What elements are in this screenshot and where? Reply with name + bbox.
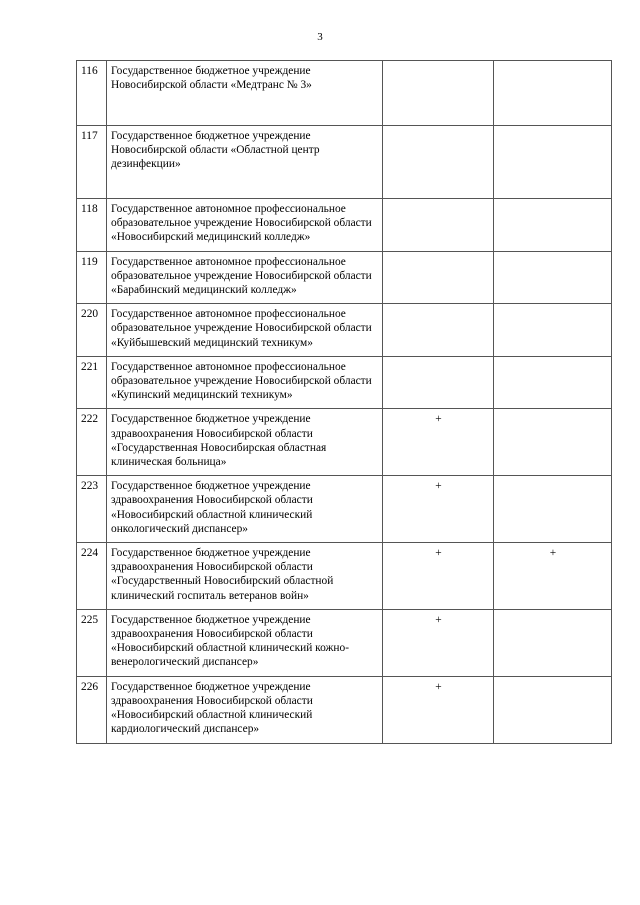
table-row [77,304,612,357]
row-number: 226 [77,676,107,743]
mark-column-2 [494,199,612,252]
row-number: 119 [77,251,107,304]
institution-name: Государственное автономное профессиональное образовательное учреждение Новосибирской области «Куйбышевский медицинский техникум» [107,304,383,357]
mark-column-1: + [383,543,494,610]
table-row [77,61,612,126]
mark-column-2 [494,251,612,304]
row-number: 117 [77,126,107,199]
mark-column-1: + [383,476,494,543]
institutions-table [76,60,612,744]
table-row [77,356,612,409]
mark-column-1 [383,251,494,304]
mark-column-2 [494,61,612,126]
row-number: 224 [77,543,107,610]
page-number: 3 [317,31,323,43]
institution-name: Государственное автономное профессиональное образовательное учреждение Новосибирской области «Новосибирский медицинский колледж» [107,199,383,252]
table-row [77,609,612,676]
row-number: 118 [77,199,107,252]
mark-column-1: + [383,676,494,743]
mark-column-1 [383,126,494,199]
mark-column-2 [494,304,612,357]
mark-column-1: + [383,409,494,476]
table-row [77,476,612,543]
table-row [77,251,612,304]
institution-name: Государственное бюджетное учреждение Новосибирской области «Медтранс № 3» [107,61,383,126]
institution-name: Государственное бюджетное учреждение здравоохранения Новосибирской области «Новосибирский областной клинический кардиологический диспансер» [107,676,383,743]
mark-column-1 [383,61,494,126]
mark-column-1 [383,304,494,357]
row-number: 222 [77,409,107,476]
mark-column-1 [383,356,494,409]
table-row [77,543,612,610]
institution-name: Государственное бюджетное учреждение здравоохранения Новосибирской области «Государственный Новосибирский областной клинический госпиталь ветеранов войн» [107,543,383,610]
row-number: 225 [77,609,107,676]
mark-column-2: + [494,543,612,610]
mark-column-2 [494,409,612,476]
institution-name: Государственное бюджетное учреждение здравоохранения Новосибирской области «Новосибирский областной клинический кожно-венерологический диспансер» [107,609,383,676]
mark-column-1 [383,199,494,252]
institution-name: Государственное автономное профессиональное образовательное учреждение Новосибирской области «Купинский медицинский техникум» [107,356,383,409]
mark-column-2 [494,676,612,743]
table-row [77,676,612,743]
mark-column-1: + [383,609,494,676]
table-row [77,409,612,476]
mark-column-2 [494,609,612,676]
row-number: 221 [77,356,107,409]
institution-name: Государственное бюджетное учреждение здравоохранения Новосибирской области «Новосибирский областной клинический онкологический диспансер» [107,476,383,543]
institution-name: Государственное бюджетное учреждение Новосибирской области «Областной центр дезинфекции» [107,126,383,199]
row-number: 223 [77,476,107,543]
mark-column-2 [494,476,612,543]
row-number: 220 [77,304,107,357]
mark-column-2 [494,126,612,199]
institution-name: Государственное автономное профессиональное образовательное учреждение Новосибирской области «Барабинский медицинский колледж» [107,251,383,304]
mark-column-2 [494,356,612,409]
table-row [77,126,612,199]
institution-name: Государственное бюджетное учреждение здравоохранения Новосибирской области «Государственная Новосибирская областная клиническая больница» [107,409,383,476]
table-row [77,199,612,252]
row-number: 116 [77,61,107,126]
